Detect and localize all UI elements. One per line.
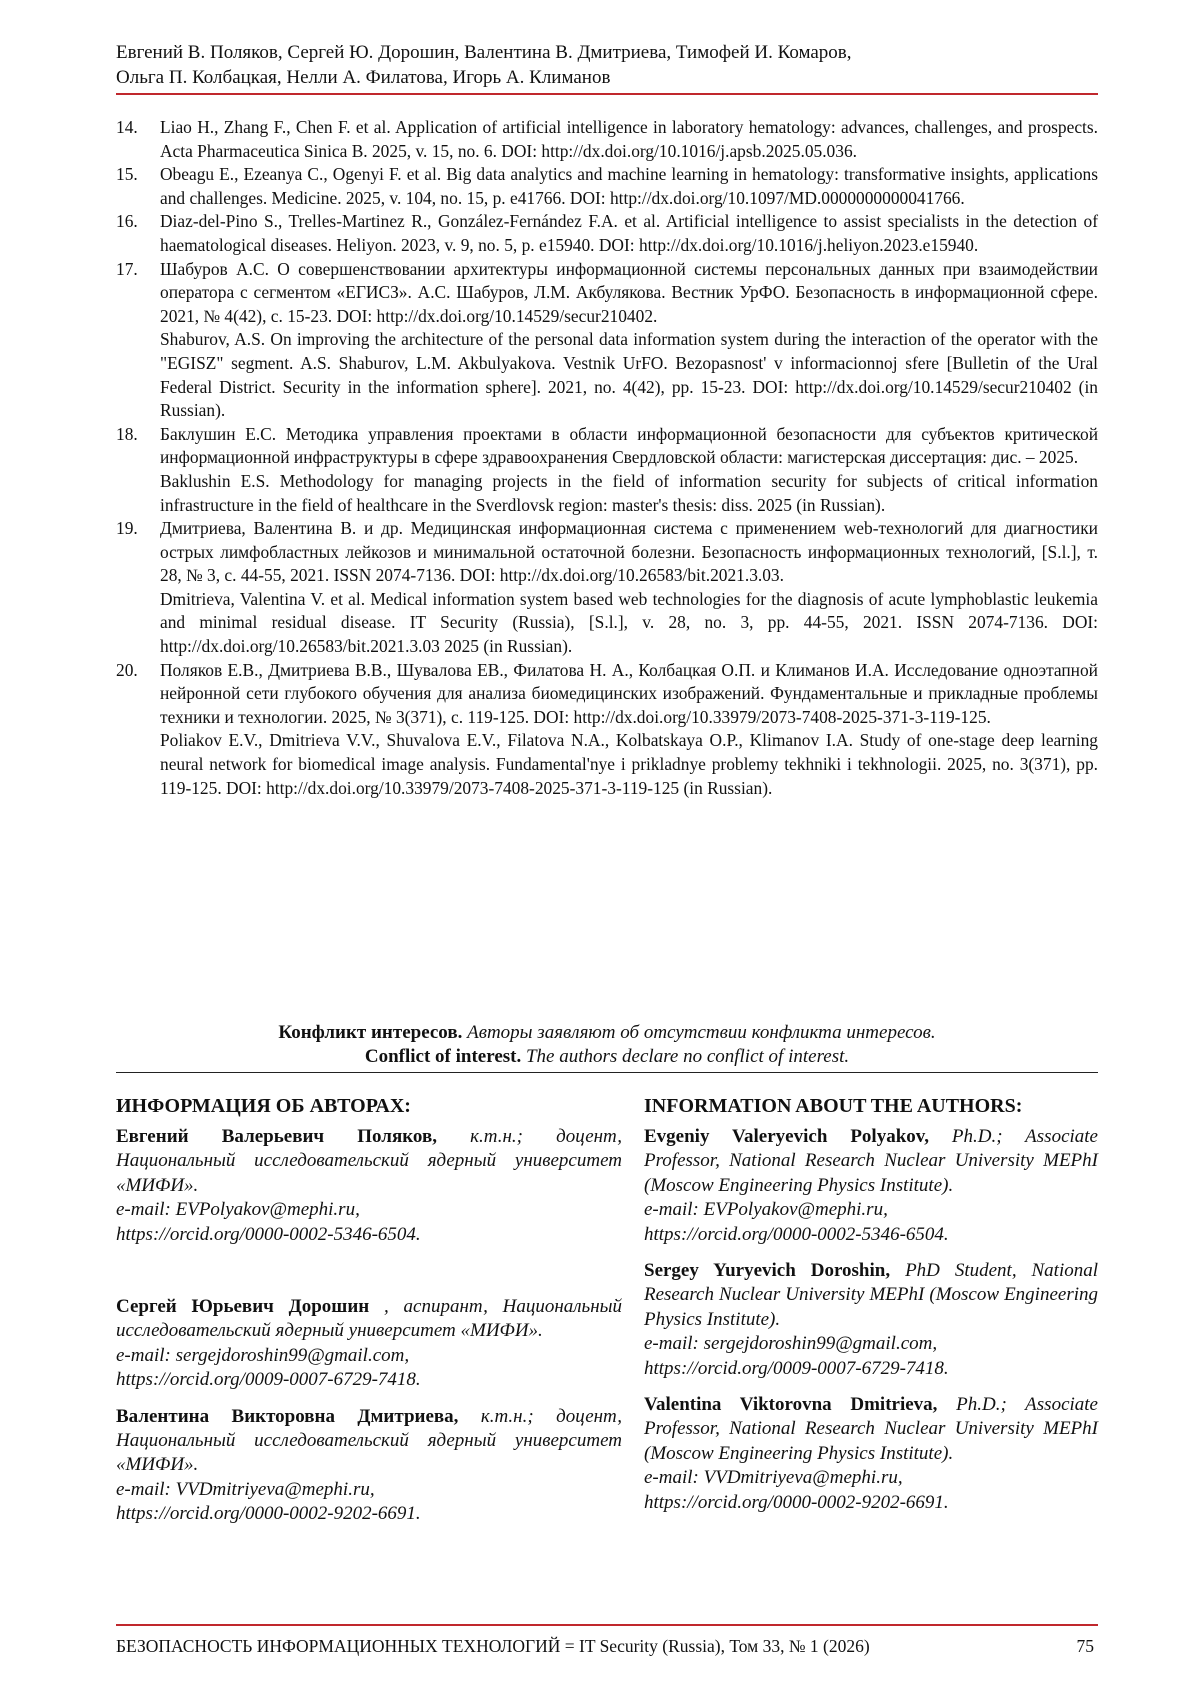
conflict-en bbox=[116, 1045, 1098, 1069]
author-orcid-link[interactable]: https://orcid.org/0000-0002-5346-6504. bbox=[116, 1223, 421, 1245]
author-block bbox=[644, 1125, 1098, 1247]
conflict-of-interest bbox=[116, 1021, 1098, 1069]
reference-number: 20. bbox=[116, 659, 138, 680]
reference-list bbox=[116, 116, 1098, 800]
author-email-link[interactable]: e-mail: sergejdoroshin99@gmail.com, bbox=[116, 1344, 410, 1366]
author-email-link[interactable]: e-mail: VVDmitriyeva@mephi.ru, bbox=[644, 1467, 903, 1489]
author-block bbox=[116, 1125, 622, 1247]
author-name: Valentina Viktorovna Dmitrieva, bbox=[644, 1394, 938, 1416]
author-email-link[interactable]: e-mail: EVPolyakov@mephi.ru, bbox=[116, 1199, 360, 1221]
reference-number: 16. bbox=[116, 211, 138, 232]
author-orcid-link[interactable]: https://orcid.org/0000-0002-5346-6504. bbox=[644, 1223, 949, 1245]
reference-item bbox=[116, 659, 1098, 801]
author-block bbox=[644, 1259, 1098, 1381]
author-name: Евгений Валерьевич Поляков, bbox=[116, 1126, 437, 1147]
author-block bbox=[644, 1393, 1098, 1515]
conflict-ru-label: Конфликт интересов. bbox=[278, 1022, 463, 1043]
running-header bbox=[116, 40, 1096, 90]
author-name: Сергей Юрьевич Дорошин bbox=[116, 1296, 370, 1318]
header-authors-line2: Ольга П. Колбацкая, Нелли А. Филатова, Игорь А. Климанов bbox=[116, 67, 611, 88]
reference-text: Поляков Е.В., Дмитриева В.В., Шувалова ЕВ., Филатова Н. А., Колбацкая О.П. и Климанов И.А. Исследование одноэтапной нейронной сети глубокого обучения для анализа биомедицинских изображений. Фундаментальные и прикладные проблемы техники и технологии. 2025, № 3(371), с. 119-125. DOI: http://dx.doi.org/10.33979/2073-7408-2025-371-3-119-125. bbox=[160, 659, 1098, 727]
authors-ru-heading: ИНФОРМАЦИЯ ОБ АВТОРАХ: bbox=[116, 1095, 411, 1117]
reference-text: Баклушин Е.С. Методика управления проектами в области информационной безопасности для субъектов критической информационной инфраструктуры в сфере здравоохранения Свердловской области: магистерская диссертация: дис. – 2025. bbox=[160, 423, 1098, 468]
authors-en-column bbox=[644, 1093, 1098, 1515]
author-name: Sergey Yuryevich Doroshin, bbox=[644, 1260, 891, 1282]
author-affiliation: Ph.D.; Associate Professor, National Research Nuclear University MEPhI (Moscow Engineering Physics Institute). bbox=[644, 1126, 1098, 1196]
author-name: Валентина Викторовна Дмитриева, bbox=[116, 1405, 459, 1427]
section-divider bbox=[116, 1072, 1098, 1073]
reference-item bbox=[116, 210, 1098, 257]
author-affiliation: , аспирант, Национальный исследовательский ядерный университет «МИФИ». bbox=[116, 1296, 622, 1342]
footer-journal: БЕЗОПАСНОСТЬ ИНФОРМАЦИОННЫХ ТЕХНОЛОГИЙ = IT Security (Russia), Том 33, № 1 (2026) bbox=[116, 1636, 870, 1656]
page-footer bbox=[116, 1635, 1098, 1657]
conflict-ru-text: Авторы заявляют об отсутствии конфликта интересов. bbox=[467, 1022, 936, 1043]
conflict-en-label: Conflict of interest. bbox=[364, 1046, 522, 1067]
reference-item bbox=[116, 517, 1098, 659]
author-email-link[interactable]: e-mail: EVPolyakov@mephi.ru, bbox=[644, 1199, 888, 1221]
reference-text: Shaburov, A.S. On improving the architecture of the personal data information system during the interaction of the operator with the "EGISZ" segment. A.S. Shaburov, L.M. Akbulyakova. Vestnik UrFO. Bezopasnost' v informacionnoj sfere [Bulletin of the Ural Federal District. Security in the information sphere]. 2021, no. 4(42), pp. 15-23. DOI: http://dx.doi.org/10.14529/secur210402 (in Russian). bbox=[160, 329, 1098, 421]
author-email-link[interactable]: e-mail: sergejdoroshin99@gmail.com, bbox=[644, 1333, 938, 1355]
conflict-ru bbox=[116, 1021, 1098, 1045]
reference-text: Baklushin E.S. Methodology for managing projects in the field of information security for subjects of critical information infrastructure in the field of healthcare in the Sverdlovsk region: master's thesis: diss. 2025 (in Russian). bbox=[160, 470, 1098, 515]
reference-number: 17. bbox=[116, 258, 138, 279]
reference-number: 19. bbox=[116, 518, 138, 539]
authors-en-heading: INFORMATION ABOUT THE AUTHORS: bbox=[644, 1095, 1023, 1117]
reference-item bbox=[116, 423, 1098, 517]
author-block bbox=[116, 1405, 622, 1527]
author-orcid-link[interactable]: https://orcid.org/0000-0002-9202-6691. bbox=[644, 1491, 949, 1513]
authors-ru-column bbox=[116, 1093, 622, 1527]
reference-text: Liao H., Zhang F., Chen F. et al. Application of artificial intelligence in laboratory hematology: advances, challenges, and prospects. Acta Pharmaceutica Sinica B. 2025, v. 15, no. 6. DOI: http://dx.doi.org/10.1016/j.apsb.2025.05.036. bbox=[160, 117, 1098, 161]
reference-number: 18. bbox=[116, 423, 138, 444]
author-affiliation: Ph.D.; Associate Professor, National Research Nuclear University MEPhI (Moscow Engineering Physics Institute). bbox=[644, 1394, 1098, 1464]
page-number: 75 bbox=[1076, 1636, 1094, 1656]
author-affiliation: к.т.н.; доцент, Национальный исследовательский ядерный университет «МИФИ». bbox=[116, 1405, 623, 1476]
reference-text: Дмитриева, Валентина В. и др. Медицинская информационная система с применением web-технологий для диагностики острых лимфобластных лейкозов и минимальной остаточной болезни. Безопасность информационных технологий, [S.l.], т. 28, № 3, с. 44-55, 2021. ISSN 2074-7136. DOI: http://dx.doi.org/10.26583/bit.2021.3.03. bbox=[160, 518, 1098, 586]
author-email-link[interactable]: e-mail: VVDmitriyeva@mephi.ru, bbox=[116, 1478, 375, 1500]
header-authors-line1: Евгений В. Поляков, Сергей Ю. Дорошин, Валентина В. Дмитриева, Тимофей И. Комаров, bbox=[116, 42, 852, 63]
reference-number: 15. bbox=[116, 164, 138, 185]
reference-text: Dmitrieva, Valentina V. et al. Medical information system based web technologies for the diagnosis of acute lymphoblastic leukemia and minimal residual disease. IT Security (Russia), [S.l.], v. 28, no. 3, pp. 44-55, 2021. ISSN 2074-7136. DOI: http://dx.doi.org/10.26583/bit.2021.3.03 2025 (in Russian). bbox=[160, 588, 1098, 657]
author-orcid-link[interactable]: https://orcid.org/0000-0002-9202-6691. bbox=[116, 1503, 421, 1525]
reference-item bbox=[116, 116, 1098, 163]
author-orcid-link[interactable]: https://orcid.org/0009-0007-6729-7418. bbox=[116, 1369, 421, 1391]
reference-text: Diaz-del-Pino S., Trelles-Martinez R., González-Fernández F.A. et al. Artificial intelligence to assist specialists in the detection of haematological diseases. Heliyon. 2023, v. 9, no. 5, p. e15940. DOI: http://dx.doi.org/10.1016/j.heliyon.2023.e15940. bbox=[160, 211, 1098, 255]
reference-text: Obeagu E., Ezeanya C., Ogenyi F. et al. Big data analytics and machine learning in hematology: transformative insights, applications and challenges. Medicine. 2025, v. 104, no. 15, p. e41766. DOI: http://dx.doi.org/10.1097/MD.0000000000041766. bbox=[160, 164, 1098, 208]
author-name: Evgeniy Valeryevich Polyakov, bbox=[644, 1126, 929, 1147]
reference-item bbox=[116, 258, 1098, 423]
conflict-en-text: The authors declare no conflict of interest. bbox=[525, 1046, 850, 1067]
author-affiliation: PhD Student, National Research Nuclear University MEPhI (Moscow Engineering Physics Institute). bbox=[644, 1260, 1099, 1330]
reference-item bbox=[116, 163, 1098, 210]
header-rule bbox=[116, 93, 1098, 95]
footer-rule bbox=[116, 1624, 1098, 1626]
author-affiliation: к.т.н.; доцент, Национальный исследовательский ядерный университет «МИФИ». bbox=[116, 1126, 622, 1196]
author-orcid-link[interactable]: https://orcid.org/0009-0007-6729-7418. bbox=[644, 1357, 949, 1379]
author-block bbox=[116, 1295, 622, 1393]
reference-text: Poliakov E.V., Dmitrieva V.V., Shuvalova E.V., Filatova N.A., Kolbatskaya O.P., Klimanov I.A. Study of one-stage deep learning neural network for biomedical image analysis. Fundamental'nye i prikladnye problemy tekhniki i tekhnologii. 2025, no. 3(371), pp. 119-125. DOI: http://dx.doi.org/10.33979/2073-7408-2025-371-3-119-125 (in Russian). bbox=[160, 730, 1098, 798]
reference-text: Шабуров А.С. О совершенствовании архитектуры информационной системы персональных данных при взаимодействии оператора с сегментом «ЕГИСЗ». А.С. Шабуров, Л.М. Акбулякова. Вестник УрФО. Безопасность в информационной сфере. 2021, № 4(42), с. 15-23. DOI: http://dx.doi.org/10.14529/secur210402. bbox=[160, 258, 1098, 326]
reference-number: 14. bbox=[116, 117, 138, 137]
